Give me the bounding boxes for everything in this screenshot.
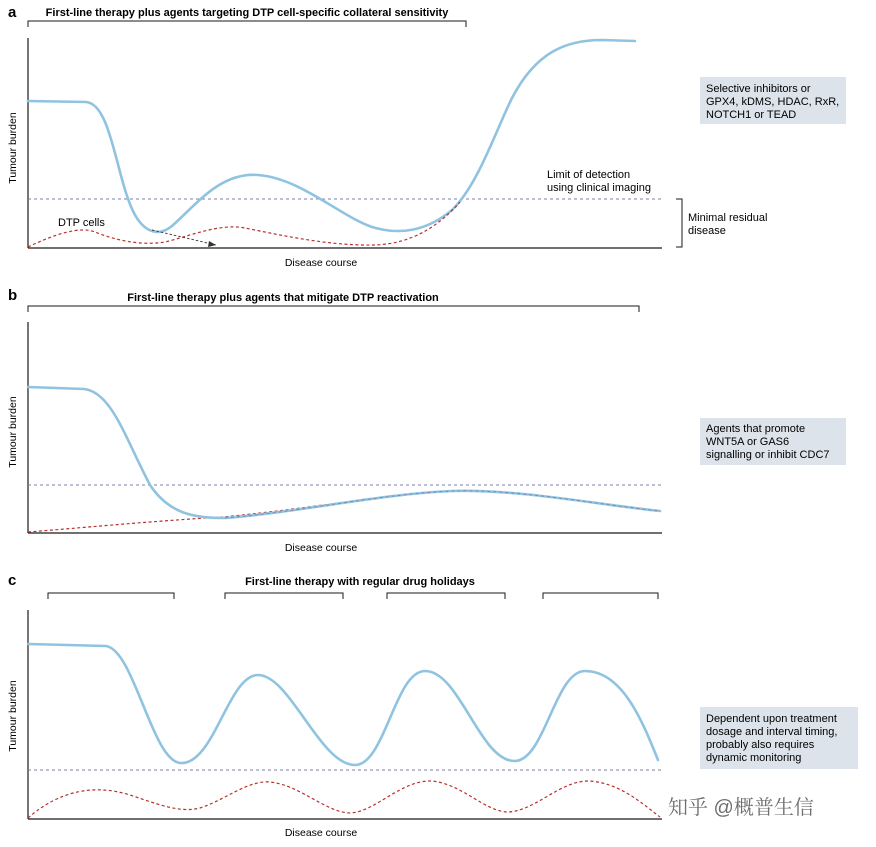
panel-c-x-axis-title: Disease course	[284, 827, 358, 839]
panel-a-tumour-curve	[28, 40, 635, 232]
panel-a-mrd-label-line2: disease	[688, 225, 726, 237]
panel-c-therapy-title: First-line therapy with regular drug holidays	[245, 576, 475, 588]
panel-a-dtp-label: DTP cells	[58, 217, 105, 229]
panel-c-letter: c	[8, 572, 17, 589]
panel-a-therapy-title: First-line therapy plus agents targeting DTP cell-specific collateral sensitivity	[45, 7, 449, 19]
panel-c-treatment-bracket-2	[225, 593, 343, 599]
panel-b-therapy-title: First-line therapy plus agents that mitigate DTP reactivation	[127, 292, 439, 304]
panel-a	[7, 4, 846, 269]
panel-c-note-line4: dynamic monitoring	[706, 752, 802, 764]
panel-c-note-line2: dosage and interval timing,	[706, 726, 838, 738]
panel-c-note-line3: probably also requires	[706, 739, 815, 751]
panel-c-dtp-curve	[28, 781, 660, 818]
panel-c-tumour-curve	[28, 644, 658, 765]
panel-c-treatment-bracket-4	[543, 593, 658, 599]
panel-c-treatment-bracket-1	[48, 593, 174, 599]
panel-a-dtp-arrowhead-icon	[208, 241, 216, 247]
panel-b-letter: b	[8, 287, 18, 304]
panel-c-treatment-bracket-3	[387, 593, 505, 599]
panel-b-note-line3: signalling or inhibit CDC7	[706, 449, 830, 461]
panel-b	[7, 287, 846, 554]
panel-a-limit-label-line1: Limit of detection	[547, 169, 631, 181]
panel-c-y-axis-title: Tumour burden	[7, 680, 19, 752]
panel-a-mrd-label-line1: Minimal residual	[688, 212, 768, 224]
panel-a-y-axis-title: Tumour burden	[7, 112, 19, 184]
panel-b-therapy-bracket	[28, 306, 639, 312]
panel-b-x-axis-title: Disease course	[284, 542, 358, 554]
panel-b-y-axis-title: Tumour burden	[7, 396, 19, 468]
panel-b-note-line2: WNT5A or GAS6	[706, 436, 790, 448]
watermark: 知乎 @概普生信	[668, 797, 814, 819]
panel-a-note-line3: NOTCH1 or TEAD	[706, 109, 797, 121]
panel-a-letter: a	[8, 4, 17, 21]
panel-b-overlap-dash	[225, 491, 660, 518]
panel-a-limit-label-line2: using clinical imaging	[547, 182, 651, 194]
panel-b-tumour-curve	[28, 387, 660, 518]
panel-a-therapy-bracket	[28, 21, 466, 27]
panel-b-dtp-curve	[28, 491, 660, 532]
panel-a-note-line1: Selective inhibitors or	[706, 83, 811, 95]
panel-b-note-line1: Agents that promote	[706, 423, 806, 435]
panel-a-note-line2: GPX4, kDMS, HDAC, RxR,	[706, 96, 840, 108]
panel-a-x-axis-title: Disease course	[284, 257, 358, 269]
panel-a-mrd-bracket	[676, 199, 682, 247]
panel-c-note-line1: Dependent upon treatment	[706, 713, 837, 725]
